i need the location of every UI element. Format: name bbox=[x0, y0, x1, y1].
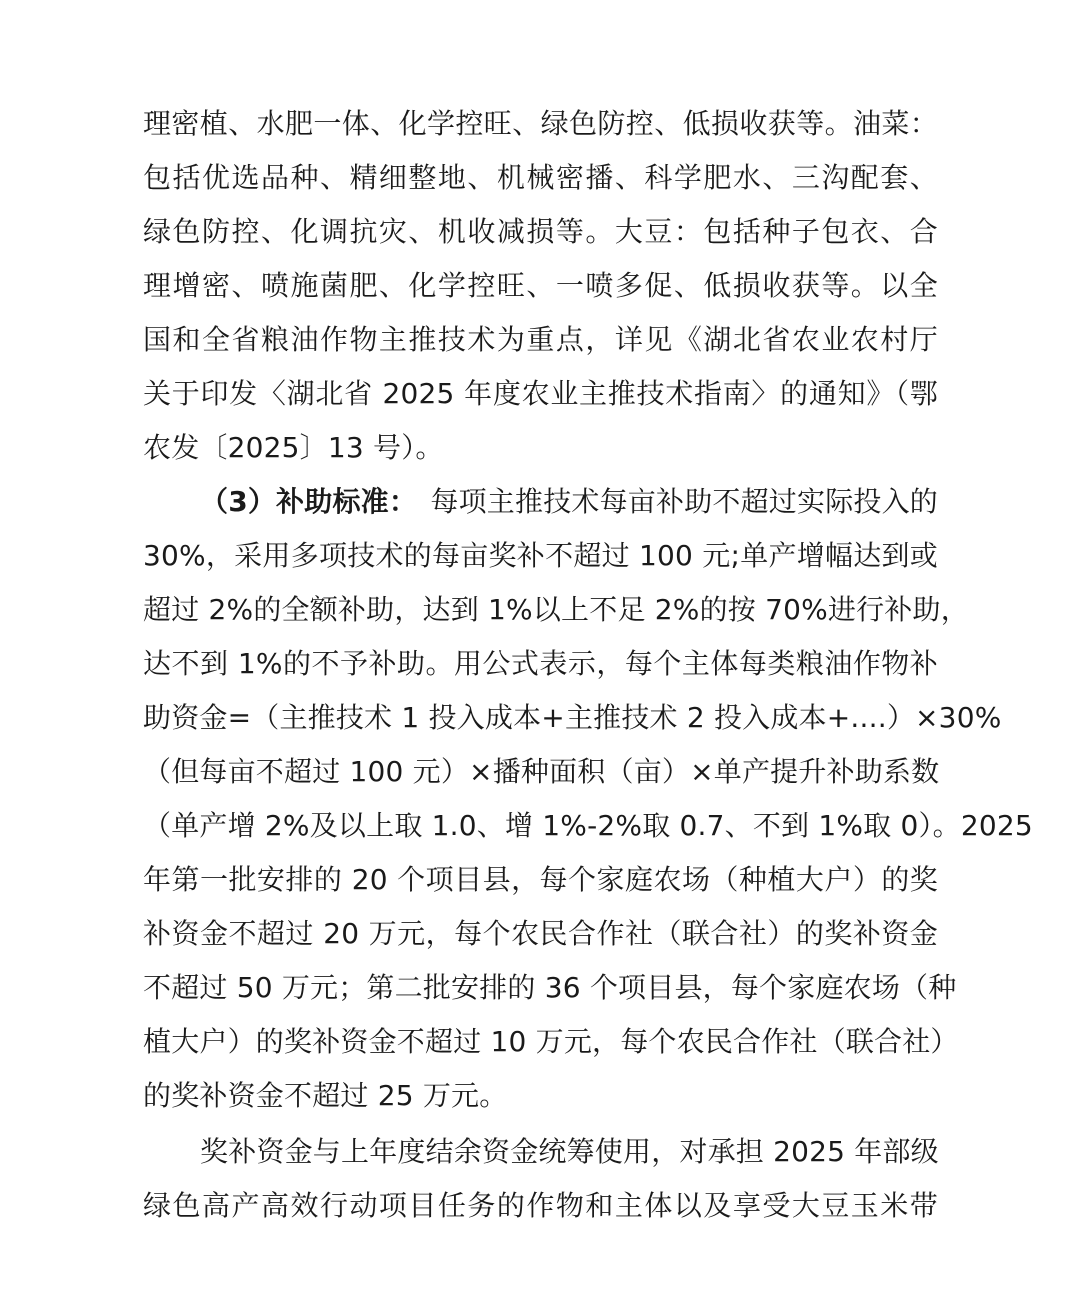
text-line-18: 植大户）的奖补资金不超过 10 万元，每个农民合作社（联合社） bbox=[143, 1025, 959, 1058]
subsidy-standard-line bbox=[200, 475, 938, 529]
text-line-15: 年第一批安排的 20 个项目县，每个家庭农场（种植大户）的奖 bbox=[143, 863, 938, 896]
text-line-13: （但每亩不超过 100 元）×播种面积（亩）×单产提升补助系数 bbox=[143, 755, 940, 788]
text-line-20: 奖补资金与上年度结余资金统筹使用，对承担 2025 年部级 bbox=[200, 1135, 939, 1168]
text-line-21: 绿色高产高效行动项目任务的作物和主体以及享受大豆玉米带 bbox=[143, 1189, 938, 1222]
text-line-4: 理增密、喷施菌肥、化学控旺、一喷多促、低损收获等。以全 bbox=[143, 269, 938, 302]
text-line-1: 理密植、水肥一体、化学控旺、绿色防控、低损收获等。油菜： bbox=[143, 107, 938, 140]
text-line-17: 不超过 50 万元；第二批安排的 36 个项目县，每个家庭农场（种 bbox=[143, 971, 957, 1004]
subsidy-standard-text: 每项主推技术每亩补助不超过实际投入的 bbox=[430, 485, 938, 518]
text-line-2: 包括优选品种、精细整地、机械密播、科学肥水、三沟配套、 bbox=[143, 161, 938, 194]
text-line-5: 国和全省粮油作物主推技术为重点，详见《湖北省农业农村厅 bbox=[143, 323, 938, 356]
text-line-7: 农发〔2025〕13 号）。 bbox=[143, 431, 444, 464]
text-line-19: 的奖补资金不超过 25 万元。 bbox=[143, 1079, 508, 1112]
text-line-14: （单产增 2%及以上取 1.0、增 1%-2%取 0.7、不到 1%取 0）。2025 bbox=[143, 809, 1033, 842]
text-line-11: 达不到 1%的不予补助。用公式表示，每个主体每类粮油作物补 bbox=[143, 647, 938, 680]
text-line-3: 绿色防控、化调抗灾、机收减损等。大豆：包括种子包衣、合 bbox=[143, 215, 938, 248]
text-line-6: 关于印发〈湖北省 2025 年度农业主推技术指南〉的通知》（鄂 bbox=[143, 377, 938, 410]
text-line-10: 超过 2%的全额补助，达到 1%以上不足 2%的按 70%进行补助， bbox=[143, 593, 969, 626]
text-line-12: 助资金=（主推技术 1 投入成本+主推技术 2 投入成本+....）×30% bbox=[143, 701, 1002, 734]
text-line-9: 30%，采用多项技术的每亩奖补不超过 100 元;单产增幅达到或 bbox=[143, 539, 938, 572]
subsidy-standard-heading: （3）补助标准： bbox=[200, 485, 418, 518]
text-line-16: 补资金不超过 20 万元，每个农民合作社（联合社）的奖补资金 bbox=[143, 917, 938, 950]
